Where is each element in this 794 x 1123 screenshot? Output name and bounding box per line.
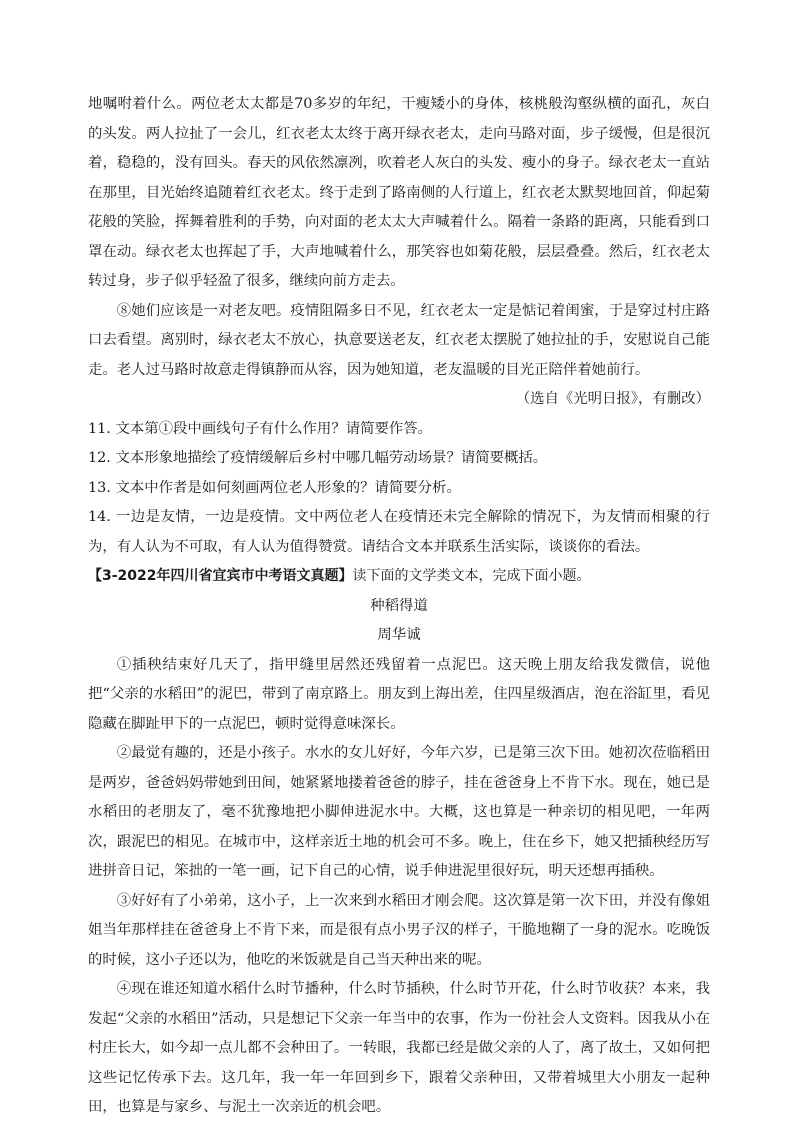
section-instruction: 读下面的文学类文本，完成下面小题。 xyxy=(352,568,591,584)
question-13: 13. 文本中作者是如何刻画两位老人形象的？请简要分析。 xyxy=(88,479,461,496)
question-11: 11. 文本第①段中画线句子有什么作用？请简要作答。 xyxy=(88,420,433,437)
passage-paragraph-continued: 地嘱咐着什么。两位老太太都是70多岁的年纪，干瘦矮小的身体，核桃般沟壑纵横的面孔，灰白的头发。两人拉扯了一会儿，红衣老太太终于离开绿衣老太，走向马路对面，步子缓慢，但是很沉着，稳稳的，没有回头。春天的风依然凛冽，吹着老人灰白的头发、瘦小的身子。绿衣老太一直站在那里，目光始终追随着红衣老太。终于走到了路南侧的人行道上，红衣老太默契地回首，仰起菊花般的笑脸，挥舞着胜利的手势，向对面的老太太大声喊着什么。隔着一条路的距离，只能看到口罩在动。绿衣老太也挥起了手，大声地喊着什么，那笑容也如菊花般，层层叠叠。然后，红衣老太转过身，步子似乎轻盈了很多，继续向前方走去。 xyxy=(88,96,710,289)
article-title: 种稻得道 xyxy=(370,597,428,614)
section-heading xyxy=(88,562,710,592)
passage-paragraph-8: ⑧她们应该是一对老友吧。疫情阻隔多日不见，红衣老太一定是惦记着闺蜜，于是穿过村庄路口去看望。离别时，绿衣老太不放心，执意要送老友，红衣老太摆脱了她拉扯的手，安慰说自己能走。老人过马路时故意走得镇静而从容，因为她知道，老友温暖的目光正陪伴着她前行。 xyxy=(88,302,710,378)
question-12: 12. 文本形象地描绘了疫情缓解后乡村中哪几幅劳动场景？请简要概括。 xyxy=(88,450,548,466)
article-paragraph-2: ②最觉有趣的，还是小孩子。水水的女儿好好，今年六岁，已是第三次下田。她初次莅临稻田是两岁，爸爸妈妈带她到田间，她紧紧地搂着爸爸的脖子，挂在爸爸身上不肯下水。现在，她已是水稻田的老朋友了，毫不犹豫地把小脚伸进泥水中。大概，这也算是一种亲切的相见吧，一年两次，跟泥巴的相见。在城市中，这样亲近土地的机会可不多。晚上，住在乡下，她又把插秧经历写进拼音日记，笨拙的一笔一画，记下自己的心情，说手伸进泥里很好玩，明天还想再插秧。 xyxy=(88,745,710,879)
section-tag: 【3-2022年四川省宜宾市中考语文真题】 xyxy=(88,568,353,584)
document-page xyxy=(88,90,710,1123)
article-paragraph-4: ④现在谁还知道水稻什么时节播种，什么时节插秧，什么时节开花，什么时节收获？本来，我发起“父亲的水稻田”活动，只是想记下父亲一年当中的农事，作为一份社会人文资料。因我从小在村庄长大，如今却一点儿都不会种田了。一转眼，我都已经是做父亲的人了，离了故土，又如何把这些记忆传承下去。这几年，我一年一年回到乡下，跟着父亲种田，又带着城里大小朋友一起种田，也算是与家乡、与泥土一次亲近的机会吧。 xyxy=(88,981,710,1115)
passage-source: （选自《光明日报》，有删改） xyxy=(515,391,710,407)
article-author: 周华诚 xyxy=(377,627,421,643)
article-paragraph-3: ③好好有了小弟弟，这小子，上一次来到水稻田才刚会爬。这次算是第一次下田，并没有像姐姐当年那样挂在爸爸身上不肯下来，而是很有点小男子汉的样子，干脆地糊了一身的泥水。吃晚饭的时候，这小子还以为，他吃的米饭就是自己当天种出来的呢。 xyxy=(88,892,710,968)
question-14: 14. 一边是友情，一边是疫情。文中两位老人在疫情还未完全解除的情况下，为友情而相聚的行为，有人认为不可取，有人认为值得赞赏。请结合文本并联系生活实际，谈谈你的看法。 xyxy=(88,509,710,555)
article-paragraph-1: ①插秧结束好几天了，指甲缝里居然还残留着一点泥巴。这天晚上朋友给我发微信，说他把“父亲的水稻田”的泥巴，带到了南京路上。朋友到上海出差，住四星级酒店，泡在浴缸里，看见隐藏在脚趾甲下的一点泥巴，顿时觉得意味深长。 xyxy=(88,656,710,732)
